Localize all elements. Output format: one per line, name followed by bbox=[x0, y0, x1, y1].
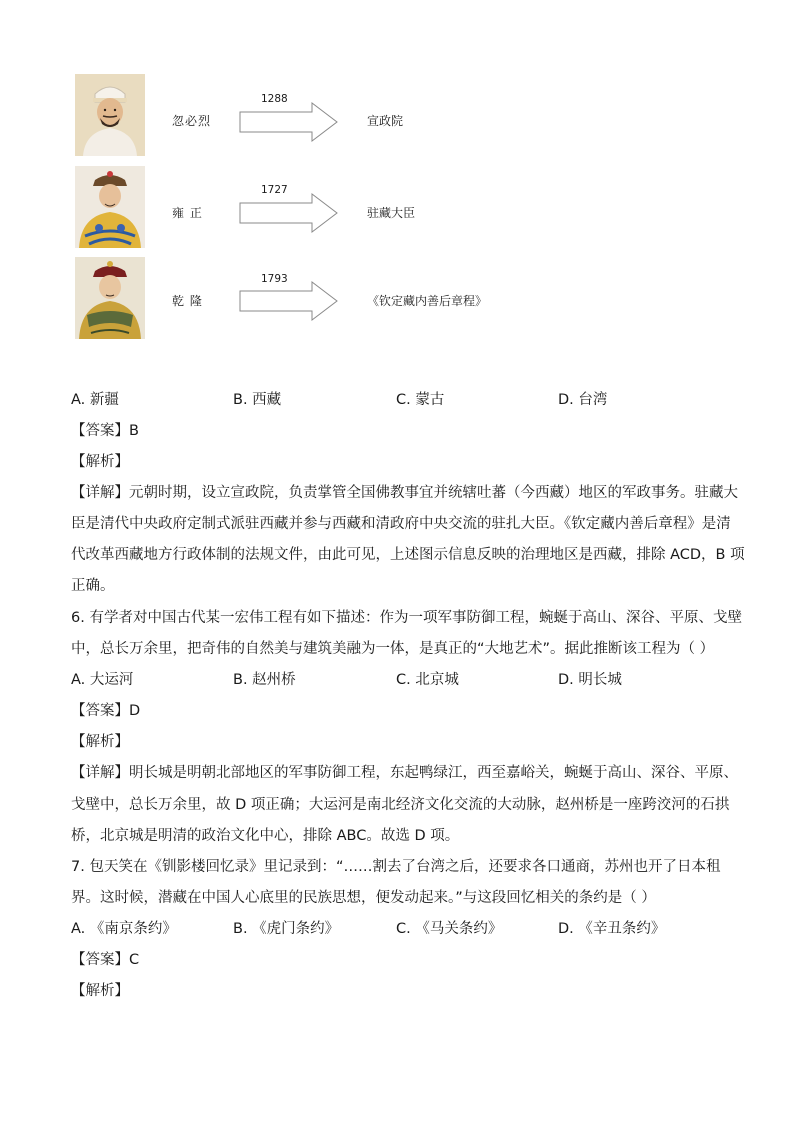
figure-result-yongzheng: 驻藏大臣 bbox=[367, 206, 416, 220]
q7-stem-line: 界。这时候，潜藏在中国人心底里的民族思想，便发动起来。”与这段回忆相关的条约是（ ） bbox=[71, 890, 656, 906]
q6-detail-line: 桥，北京城是明清的政治文化中心，排除 ABC。故选 D 项。 bbox=[71, 828, 460, 844]
q6-option-a: A. 大运河 bbox=[71, 672, 134, 688]
figure-name-yongzheng: 雍 正 bbox=[172, 206, 203, 220]
q5-detail-line: 【详解】元朝时期，设立宣政院，负责掌管全国佛教事宜并统辖吐蕃（今西藏）地区的军政事务。驻藏大 bbox=[71, 485, 738, 501]
qianlong-portrait bbox=[75, 257, 145, 339]
kublai-portrait bbox=[75, 74, 145, 156]
figure-name-kublai: 忽必烈 bbox=[172, 114, 212, 128]
figure-row-kublai bbox=[75, 74, 715, 156]
q5-detail-line: 臣是清代中央政府定制式派驻西藏并参与西藏和清政府中央交流的驻扎大臣。《钦定藏内善后章程》是清 bbox=[71, 516, 731, 532]
figure-year-qianlong: 1793 bbox=[261, 273, 288, 285]
q5-option-b: B. 西藏 bbox=[233, 392, 282, 408]
q6-option-c: C. 北京城 bbox=[396, 672, 459, 688]
right-arrow-icon bbox=[239, 281, 339, 321]
q6-option-d: D. 明长城 bbox=[558, 672, 622, 688]
q5-analysis-label: 【解析】 bbox=[71, 454, 129, 470]
q6-stem-line: 中，总长万余里，把奇伟的自然美与建筑美融为一体，是真正的“大地艺术”。据此推断该工程为（ ） bbox=[71, 641, 715, 657]
q6-option-b: B. 赵州桥 bbox=[233, 672, 296, 688]
q5-option-a: A. 新疆 bbox=[71, 392, 119, 408]
q5-detail-line: 代改革西藏地方行政体制的法规文件，由此可见，上述图示信息反映的治理地区是西藏，排除 ACD，B 项 bbox=[71, 547, 745, 563]
q7-option-d: D. 《辛丑条约》 bbox=[558, 921, 666, 937]
right-arrow-icon bbox=[239, 102, 339, 142]
figure-result-kublai: 宣政院 bbox=[367, 114, 404, 128]
yongzheng-portrait bbox=[75, 166, 145, 248]
figure-row-qianlong bbox=[75, 257, 715, 339]
q7-analysis-label: 【解析】 bbox=[71, 983, 129, 999]
q5-answer: 【答案】B bbox=[71, 423, 139, 439]
q6-analysis-label: 【解析】 bbox=[71, 734, 129, 750]
q7-option-b: B. 《虎门条约》 bbox=[233, 921, 340, 937]
figure-row-yongzheng bbox=[75, 166, 715, 248]
q7-answer: 【答案】C bbox=[71, 952, 140, 968]
q5-detail-line: 正确。 bbox=[71, 578, 115, 594]
q7-stem-line: 7. 包天笑在《钏影楼回忆录》里记录到：“……割去了台湾之后，还要求各口通商，苏州也开了日本租 bbox=[71, 859, 721, 875]
figure-year-yongzheng: 1727 bbox=[261, 184, 288, 196]
q5-option-c: C. 蒙古 bbox=[396, 392, 445, 408]
q7-option-c: C. 《马关条约》 bbox=[396, 921, 503, 937]
q6-answer: 【答案】D bbox=[71, 703, 141, 719]
figure-result-qianlong: 《钦定藏内善后章程》 bbox=[367, 294, 488, 308]
q5-option-d: D. 台湾 bbox=[558, 392, 608, 408]
right-arrow-icon bbox=[239, 193, 339, 233]
q6-detail-line: 戈壁中，总长万余里，故 D 项正确；大运河是南北经济文化交流的大动脉，赵州桥是一座跨洨河的石拱 bbox=[71, 797, 730, 813]
figure-year-kublai: 1288 bbox=[261, 93, 288, 105]
q6-detail-line: 【详解】明长城是明朝北部地区的军事防御工程，东起鸭绿江，西至嘉峪关，蜿蜒于高山、深谷、平原、 bbox=[71, 765, 738, 781]
q7-option-a: A. 《南京条约》 bbox=[71, 921, 177, 937]
q6-stem-line: 6. 有学者对中国古代某一宏伟工程有如下描述：作为一项军事防御工程，蜿蜒于高山、深谷、平原、戈壁 bbox=[71, 610, 742, 626]
figure-name-qianlong: 乾 隆 bbox=[172, 294, 203, 308]
